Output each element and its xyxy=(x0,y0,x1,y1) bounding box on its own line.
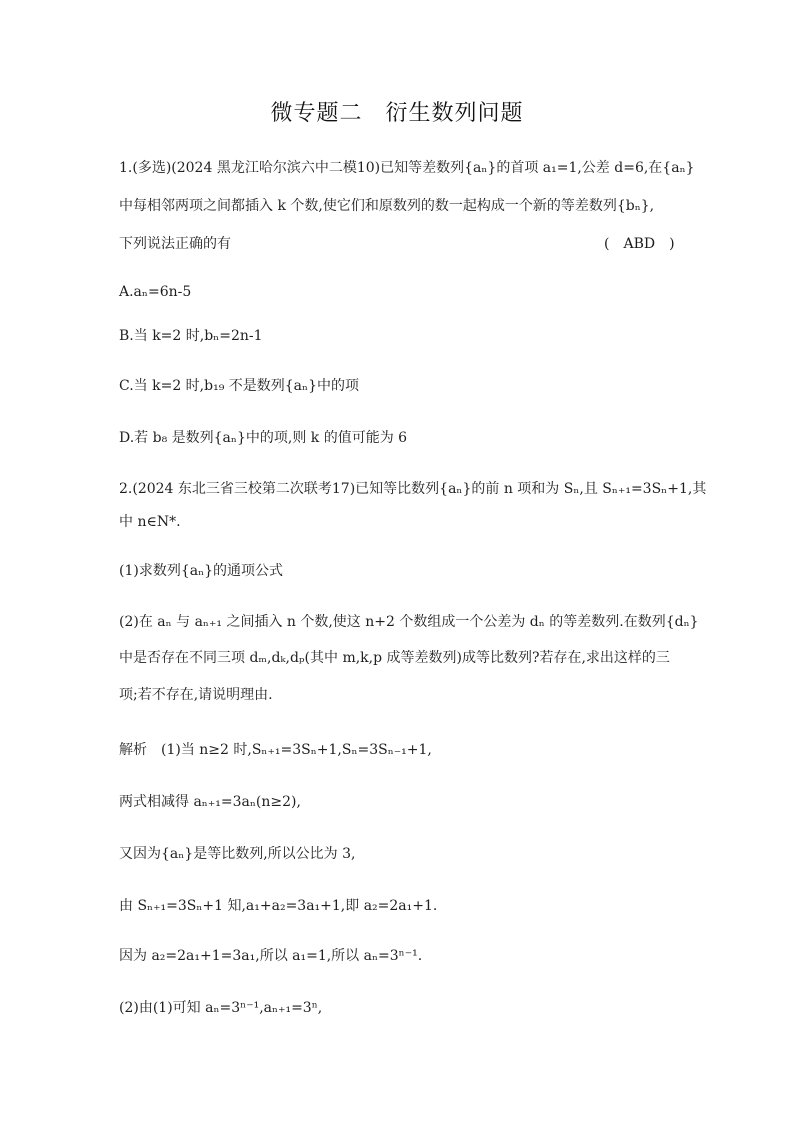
q1-stem-line-1: 1.(多选)(2024 黑龙江哈尔滨六中二模10)已知等差数列{aₙ}的首项 a₁=1,公差 d=6,在{aₙ} xyxy=(119,160,695,176)
solution-line-5: 因为 a₂=2a₁+1=3a₁,所以 a₁=1,所以 aₙ=3ⁿ⁻¹. xyxy=(119,948,423,964)
q2-stem-line-1: 2.(2024 东北三省三校第二次联考17)已知等比数列{aₙ}的前 n 项和为 Sₙ,且 Sₙ₊₁=3Sₙ+1,其 xyxy=(119,481,707,497)
q1-answer: ( ABD ) xyxy=(604,236,675,252)
page-title: 微专题二 衍生数列问题 xyxy=(270,101,524,126)
solution-line-4: 由 Sₙ₊₁=3Sₙ+1 知,a₁+a₂=3a₁+1,即 a₂=2a₁+1. xyxy=(119,898,438,914)
q1-option-a: A.aₙ=6n-5 xyxy=(119,284,192,300)
q2-part-1: (1)求数列{aₙ}的通项公式 xyxy=(119,563,284,579)
q2-part-2-line-2: 中是否存在不同三项 dₘ,dₖ,dₚ(其中 m,k,p 成等差数列)成等比数列?若存在,求出这样的三 xyxy=(119,650,670,666)
solution-line-2: 两式相减得 aₙ₊₁=3aₙ(n≥2), xyxy=(119,794,301,810)
q2-stem-line-2: 中 n∈N*. xyxy=(119,514,181,530)
solution-line-6: (2)由(1)可知 aₙ=3ⁿ⁻¹,aₙ₊₁=3ⁿ, xyxy=(119,1000,323,1016)
q1-stem-line-3: 下列说法正确的有 xyxy=(119,236,231,252)
q1-option-c: C.当 k=2 时,b₁₉ 不是数列{aₙ}中的项 xyxy=(119,378,359,394)
q1-option-b: B.当 k=2 时,bₙ=2n-1 xyxy=(119,328,263,344)
solution-line-1: 解析 (1)当 n≥2 时,Sₙ₊₁=3Sₙ+1,Sₙ=3Sₙ₋₁+1, xyxy=(119,742,432,758)
solution-line-3: 又因为{aₙ}是等比数列,所以公比为 3, xyxy=(119,846,356,862)
q1-stem-line-2: 中每相邻两项之间都插入 k 个数,使它们和原数列的数一起构成一个新的等差数列{bₙ}, xyxy=(119,198,655,214)
q2-part-2-line-1: (2)在 aₙ 与 aₙ₊₁ 之间插入 n 个数,使这 n+2 个数组成一个公差为 dₙ 的等差数列.在数列{dₙ} xyxy=(119,614,699,630)
q1-option-d: D.若 b₈ 是数列{aₙ}中的项,则 k 的值可能为 6 xyxy=(119,430,408,446)
q2-part-2-line-3: 项;若不存在,请说明理由. xyxy=(119,687,273,703)
